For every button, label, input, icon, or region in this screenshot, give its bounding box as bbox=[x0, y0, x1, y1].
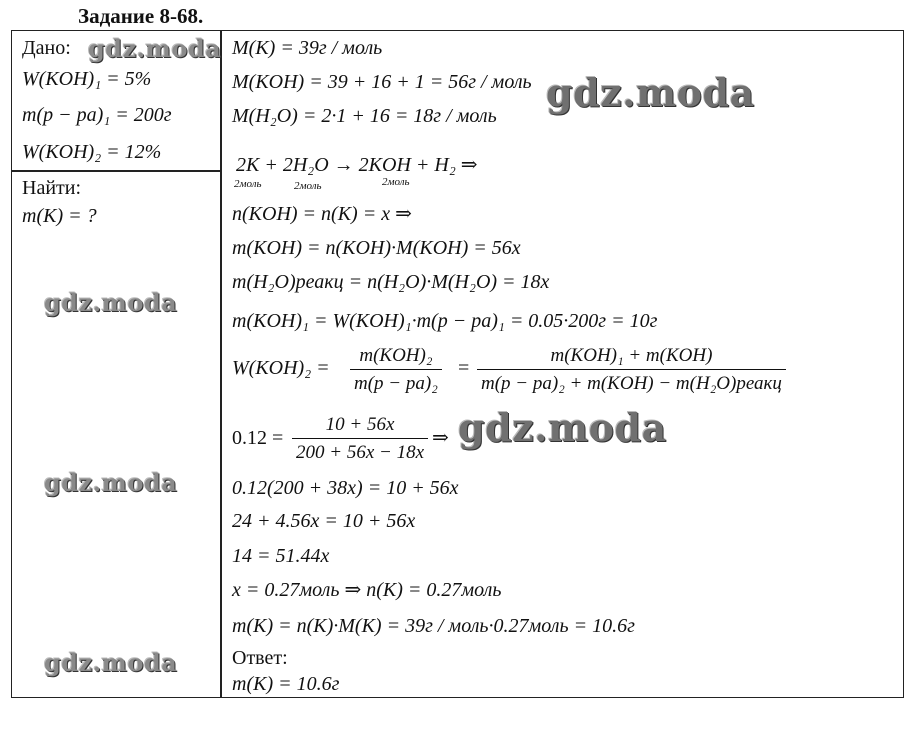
find-label: Найти: bbox=[22, 177, 82, 199]
watermark-logo: gdz.moda bbox=[546, 70, 755, 115]
fraction-2-left: 0.12 = bbox=[232, 427, 284, 449]
fraction-1-b-denominator: m(p − pa)₂ + m(KOH) − m(H₂O)реакц bbox=[481, 373, 782, 394]
solution-mass-h2o: m(H₂O)реакц = n(H₂O)·M(H₂O) = 18x bbox=[232, 271, 550, 293]
given-find-divider bbox=[11, 170, 221, 172]
solution-expand: 0.12(200 + 38x) = 10 + 56x bbox=[232, 477, 459, 499]
solution-simplify: 24 + 4.56x = 10 + 56x bbox=[232, 510, 416, 532]
solution-moles-equal: n(KOH) = n(K) = x ⇒ bbox=[232, 203, 412, 225]
reaction-coefficient-label: 2моль bbox=[382, 176, 410, 188]
solution-molar-mass-k: M(K) = 39г / моль bbox=[232, 37, 383, 59]
fraction-1-equals: = bbox=[458, 357, 470, 379]
watermark-logo: gdz.moda bbox=[458, 405, 667, 450]
solution-mass-koh: m(KOH) = n(KOH)·M(KOH) = 56x bbox=[232, 237, 521, 259]
solution-collect: 14 = 51.44x bbox=[232, 545, 330, 567]
solution-mass-koh-1: m(KOH)₁ = W(KOH)₁·m(p − pa)₁ = 0.05·200г = 10г bbox=[232, 310, 658, 332]
column-divider bbox=[220, 30, 222, 698]
watermark-logo: gdz.moda bbox=[44, 648, 178, 677]
given-line-3: W(KOH)₂ = 12% bbox=[22, 141, 162, 163]
answer-value: m(K) = 10.6г bbox=[232, 673, 340, 695]
answer-label: Ответ: bbox=[232, 647, 288, 669]
fraction-2 bbox=[292, 414, 428, 464]
find-line-1: m(K) = ? bbox=[22, 205, 97, 227]
given-line-1: W(KOH)₁ = 5% bbox=[22, 68, 152, 90]
solution-x-value: x = 0.27моль ⇒ n(K) = 0.27моль bbox=[232, 579, 502, 601]
fraction-1-b-numerator: m(KOH)₁ + m(KOH) bbox=[477, 345, 786, 370]
reaction-coefficient-label: 2моль bbox=[234, 178, 262, 190]
fraction-1-a bbox=[350, 345, 442, 395]
solution-mass-k: m(K) = n(K)·M(K) = 39г / моль·0.27моль = 10.6г bbox=[232, 615, 635, 637]
fraction-1-b bbox=[477, 345, 786, 395]
given-label: Дано: bbox=[22, 37, 71, 59]
fraction-1-a-denominator: m(p − pa)₂ bbox=[354, 373, 438, 394]
watermark-logo: gdz.moda bbox=[44, 288, 178, 317]
task-title: Задание 8-68. bbox=[78, 4, 204, 28]
solution-molar-mass-h2o: M(H₂O) = 2·1 + 16 = 18г / моль bbox=[232, 105, 497, 127]
fraction-1-left: W(KOH)₂ = bbox=[232, 357, 330, 379]
watermark-logo: gdz.moda bbox=[88, 34, 222, 63]
fraction-1-a-numerator: m(KOH)₂ bbox=[350, 345, 442, 370]
watermark-logo: gdz.moda bbox=[44, 468, 178, 497]
fraction-2-numerator: 10 + 56x bbox=[292, 414, 428, 439]
fraction-2-denominator: 200 + 56x − 18x bbox=[296, 442, 425, 463]
fraction-2-arrow: ⇒ bbox=[432, 427, 449, 449]
reaction-coefficient-label: 2моль bbox=[294, 180, 322, 192]
given-line-2: m(p − pa)₁ = 200г bbox=[22, 104, 172, 126]
reaction-equation: 2K + 2H₂O → 2KOH + H₂ ⇒ bbox=[236, 154, 478, 176]
solution-molar-mass-koh: M(KOH) = 39 + 16 + 1 = 56г / моль bbox=[232, 71, 532, 93]
